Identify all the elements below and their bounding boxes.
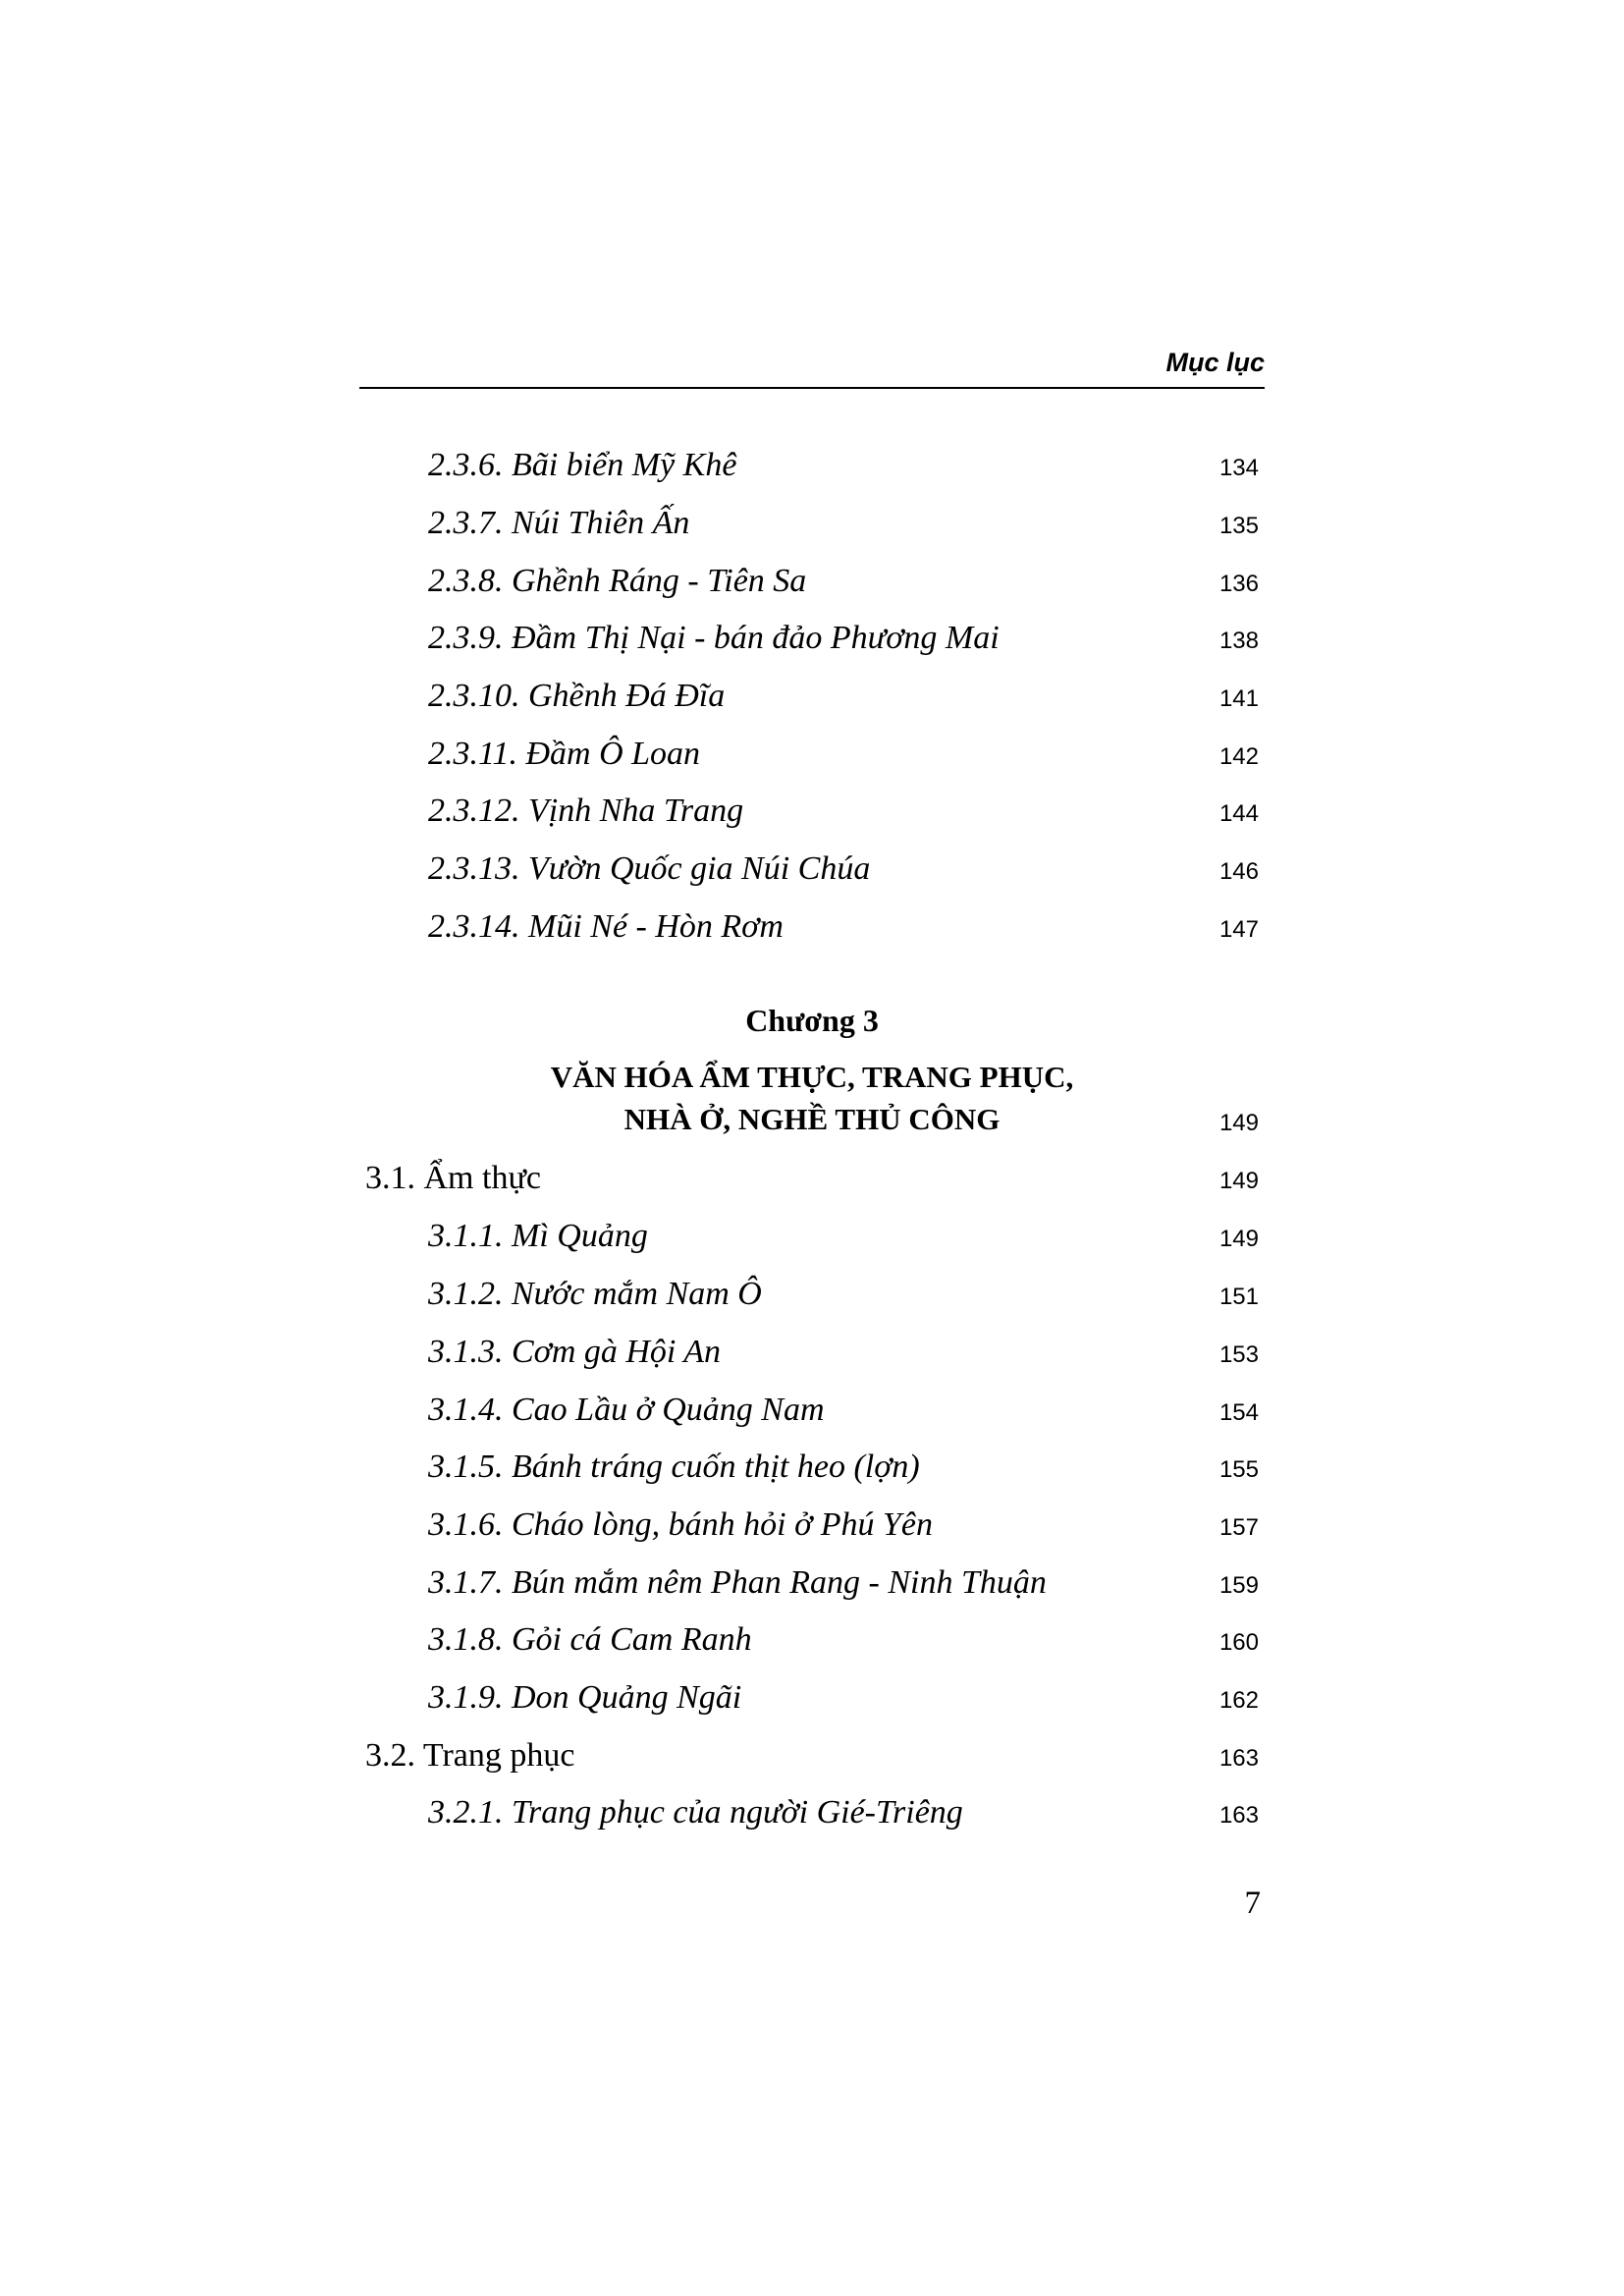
chapter-page: 149 (1218, 1110, 1259, 1136)
toc-entry[interactable] (359, 1559, 1265, 1607)
toc-entry[interactable] (359, 1387, 1265, 1434)
chapter-title-line2: NHÀ Ở, NGHỀ THỦ CÔNG (623, 1102, 1001, 1136)
page-number: 7 (1244, 1886, 1261, 1921)
toc-entry-label: 3.2. Trang phục (365, 1737, 575, 1774)
toc-entry-label: 3.2.1. Trang phục của người Gié-Triêng (428, 1794, 963, 1831)
toc-entry-page: 159 (1218, 1572, 1259, 1599)
toc-entry-label: 2.3.9. Đầm Thị Nại - bán đảo Phương Mai (428, 620, 1000, 656)
chapter-heading: Chương 3 (745, 1003, 879, 1038)
toc-entry-page: 151 (1218, 1284, 1259, 1310)
toc-entry-page: 153 (1218, 1341, 1259, 1368)
toc-entry-page: 155 (1218, 1456, 1259, 1483)
toc-entry-page: 157 (1218, 1514, 1259, 1541)
toc-entry-page: 142 (1218, 743, 1259, 770)
toc-entry[interactable] (359, 442, 1265, 489)
toc-entry-label: 2.3.10. Ghềnh Đá Đĩa (428, 678, 726, 714)
toc-entry[interactable] (359, 500, 1265, 547)
toc-entry-label: 2.3.11. Đầm Ô Loan (428, 736, 701, 772)
toc-entry-page: 141 (1218, 685, 1259, 712)
toc-entry-label: 2.3.13. Vườn Quốc gia Núi Chúa (428, 850, 871, 887)
toc-entry-page: 136 (1218, 571, 1259, 597)
chapter-title-line1: VĂN HÓA ẨM THỰC, TRANG PHỤC, (550, 1060, 1074, 1094)
toc-entry-label: 3.1. Ẩm thực (365, 1160, 541, 1196)
toc-entry-page: 160 (1218, 1629, 1259, 1656)
toc-entry-page: 134 (1218, 455, 1259, 481)
toc-entry-page: 154 (1218, 1399, 1259, 1426)
toc-entry[interactable] (359, 673, 1265, 720)
toc-entry[interactable] (359, 1444, 1265, 1491)
toc-entry-page: 146 (1218, 858, 1259, 885)
toc-entry-label: 2.3.8. Ghềnh Ráng - Tiên Sa (428, 563, 807, 599)
toc-entry-page: 163 (1218, 1802, 1259, 1829)
toc-entry[interactable] (359, 846, 1265, 893)
toc-entry-label: 2.3.6. Bãi biển Mỹ Khê (428, 447, 737, 483)
toc-entry-label: 3.1.1. Mì Quảng (428, 1218, 648, 1254)
toc-entry-label: 3.1.8. Gỏi cá Cam Ranh (428, 1621, 752, 1658)
toc-entry-label: 3.1.9. Don Quảng Ngãi (428, 1679, 742, 1716)
toc-entry-page: 149 (1218, 1226, 1259, 1252)
toc-entry-label: 2.3.12. Vịnh Nha Trang (428, 793, 744, 829)
toc-entry-page: 149 (1218, 1168, 1259, 1194)
toc-entry-page: 162 (1218, 1687, 1259, 1714)
toc-entry-label: 2.3.14. Mũi Né - Hòn Rơm (428, 908, 784, 945)
toc-entry[interactable] (359, 558, 1265, 605)
toc-entry-label: 3.1.4. Cao Lầu ở Quảng Nam (428, 1392, 825, 1428)
table-of-contents (359, 0, 1265, 2296)
toc-entry[interactable] (359, 1789, 1265, 1836)
toc-entry-page: 147 (1218, 916, 1259, 943)
toc-entry[interactable] (359, 1616, 1265, 1664)
toc-entry[interactable] (359, 615, 1265, 662)
toc-entry[interactable] (359, 1732, 1265, 1779)
toc-entry[interactable] (359, 903, 1265, 951)
toc-entry[interactable] (359, 1329, 1265, 1376)
toc-entry-label: 3.1.3. Cơm gà Hội An (428, 1334, 722, 1370)
toc-entry-page: 163 (1218, 1745, 1259, 1772)
toc-entry[interactable] (359, 788, 1265, 835)
toc-entry[interactable] (359, 1271, 1265, 1318)
toc-entry-label: 3.1.6. Cháo lòng, bánh hỏi ở Phú Yên (428, 1506, 933, 1543)
toc-entry[interactable] (359, 1213, 1265, 1260)
toc-entry-page: 144 (1218, 800, 1259, 827)
toc-entry-page: 135 (1218, 513, 1259, 539)
toc-entry-page: 138 (1218, 628, 1259, 654)
toc-entry-label: 3.1.5. Bánh tráng cuốn thịt heo (lợn) (428, 1449, 920, 1485)
toc-entry[interactable] (359, 731, 1265, 778)
toc-entry-label: 3.1.2. Nước mắm Nam Ô (428, 1276, 762, 1312)
toc-entry[interactable] (359, 1155, 1265, 1202)
toc-entry[interactable] (359, 1674, 1265, 1722)
header-title: Mục lục (1165, 348, 1265, 377)
toc-entry-label: 2.3.7. Núi Thiên Ấn (428, 505, 690, 541)
toc-entry[interactable] (359, 1502, 1265, 1549)
toc-entry-label: 3.1.7. Bún mắm nêm Phan Rang - Ninh Thuận (428, 1564, 1047, 1601)
